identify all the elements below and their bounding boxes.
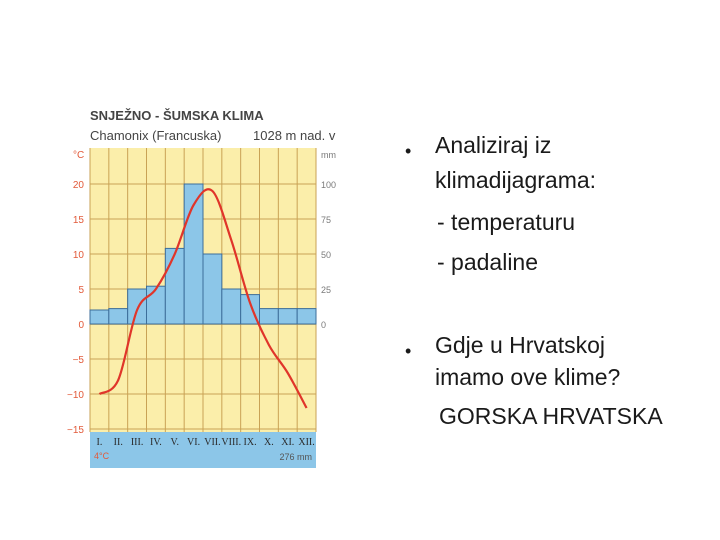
left-axis-unit: °C	[73, 150, 85, 161]
precipitation-bar	[90, 310, 109, 324]
month-label: X.	[264, 437, 274, 448]
month-label: XI.	[281, 437, 295, 448]
precipitation-bar	[109, 309, 128, 324]
precipitation-bar	[297, 309, 316, 324]
temperature-tick-label: 5	[78, 285, 84, 296]
precipitation-tick-label: 100	[321, 180, 337, 190]
month-label: XII.	[298, 437, 315, 448]
bullet-text: Gdje u Hrvatskoj	[435, 332, 606, 358]
precipitation-bar	[128, 289, 147, 324]
temperature-tick-label: −10	[67, 390, 84, 401]
temperature-tick-label: 15	[72, 215, 84, 226]
temperature-tick-label: 10	[72, 250, 84, 261]
temperature-tick-label: −15	[67, 425, 84, 436]
temperature-tick-label: −5	[72, 355, 84, 366]
bullet-text: - padaline	[437, 249, 539, 275]
precipitation-bar	[278, 309, 297, 324]
annual-precipitation: 276 mm	[279, 452, 312, 462]
month-label: III.	[130, 437, 144, 448]
month-label: IX.	[243, 437, 257, 448]
bullet-text: Analiziraj iz	[435, 132, 552, 158]
month-label: VII.	[204, 437, 221, 448]
bullet-marker: •	[405, 141, 412, 161]
bullet-marker: •	[405, 341, 412, 361]
precipitation-bar	[165, 248, 184, 324]
precipitation-tick-label: 50	[321, 250, 332, 260]
month-label: I.	[96, 437, 103, 448]
month-label: VIII.	[221, 437, 242, 448]
bullet-text: klimadijagrama:	[435, 167, 597, 193]
annual-temperature: 4°C	[94, 451, 110, 461]
bullet-text: GORSKA HRVATSKA	[439, 403, 663, 429]
precipitation-bar	[147, 286, 166, 324]
bullet-text: imamo ove klime?	[435, 364, 621, 390]
month-label: II.	[113, 437, 123, 448]
chart-station: Chamonix (Francuska)	[90, 128, 222, 143]
right-axis-unit: mm	[321, 150, 336, 160]
precipitation-bar	[203, 254, 222, 324]
temperature-tick-label: 20	[72, 180, 84, 191]
precipitation-bar	[222, 289, 241, 324]
bullet-text: - temperaturu	[437, 209, 576, 235]
month-label: IV.	[150, 437, 162, 448]
precipitation-tick-label: 75	[321, 215, 332, 225]
month-label: VI.	[187, 437, 201, 448]
month-label: V.	[170, 437, 179, 448]
precipitation-bar	[260, 309, 279, 324]
chart-elevation: 1028 m nad. v	[253, 128, 336, 143]
precipitation-tick-label: 25	[321, 285, 332, 295]
temperature-tick-label: 0	[78, 320, 84, 331]
chart-title: SNJEŽNO - ŠUMSKA KLIMA	[90, 108, 264, 123]
precipitation-tick-label: 0	[321, 320, 327, 330]
